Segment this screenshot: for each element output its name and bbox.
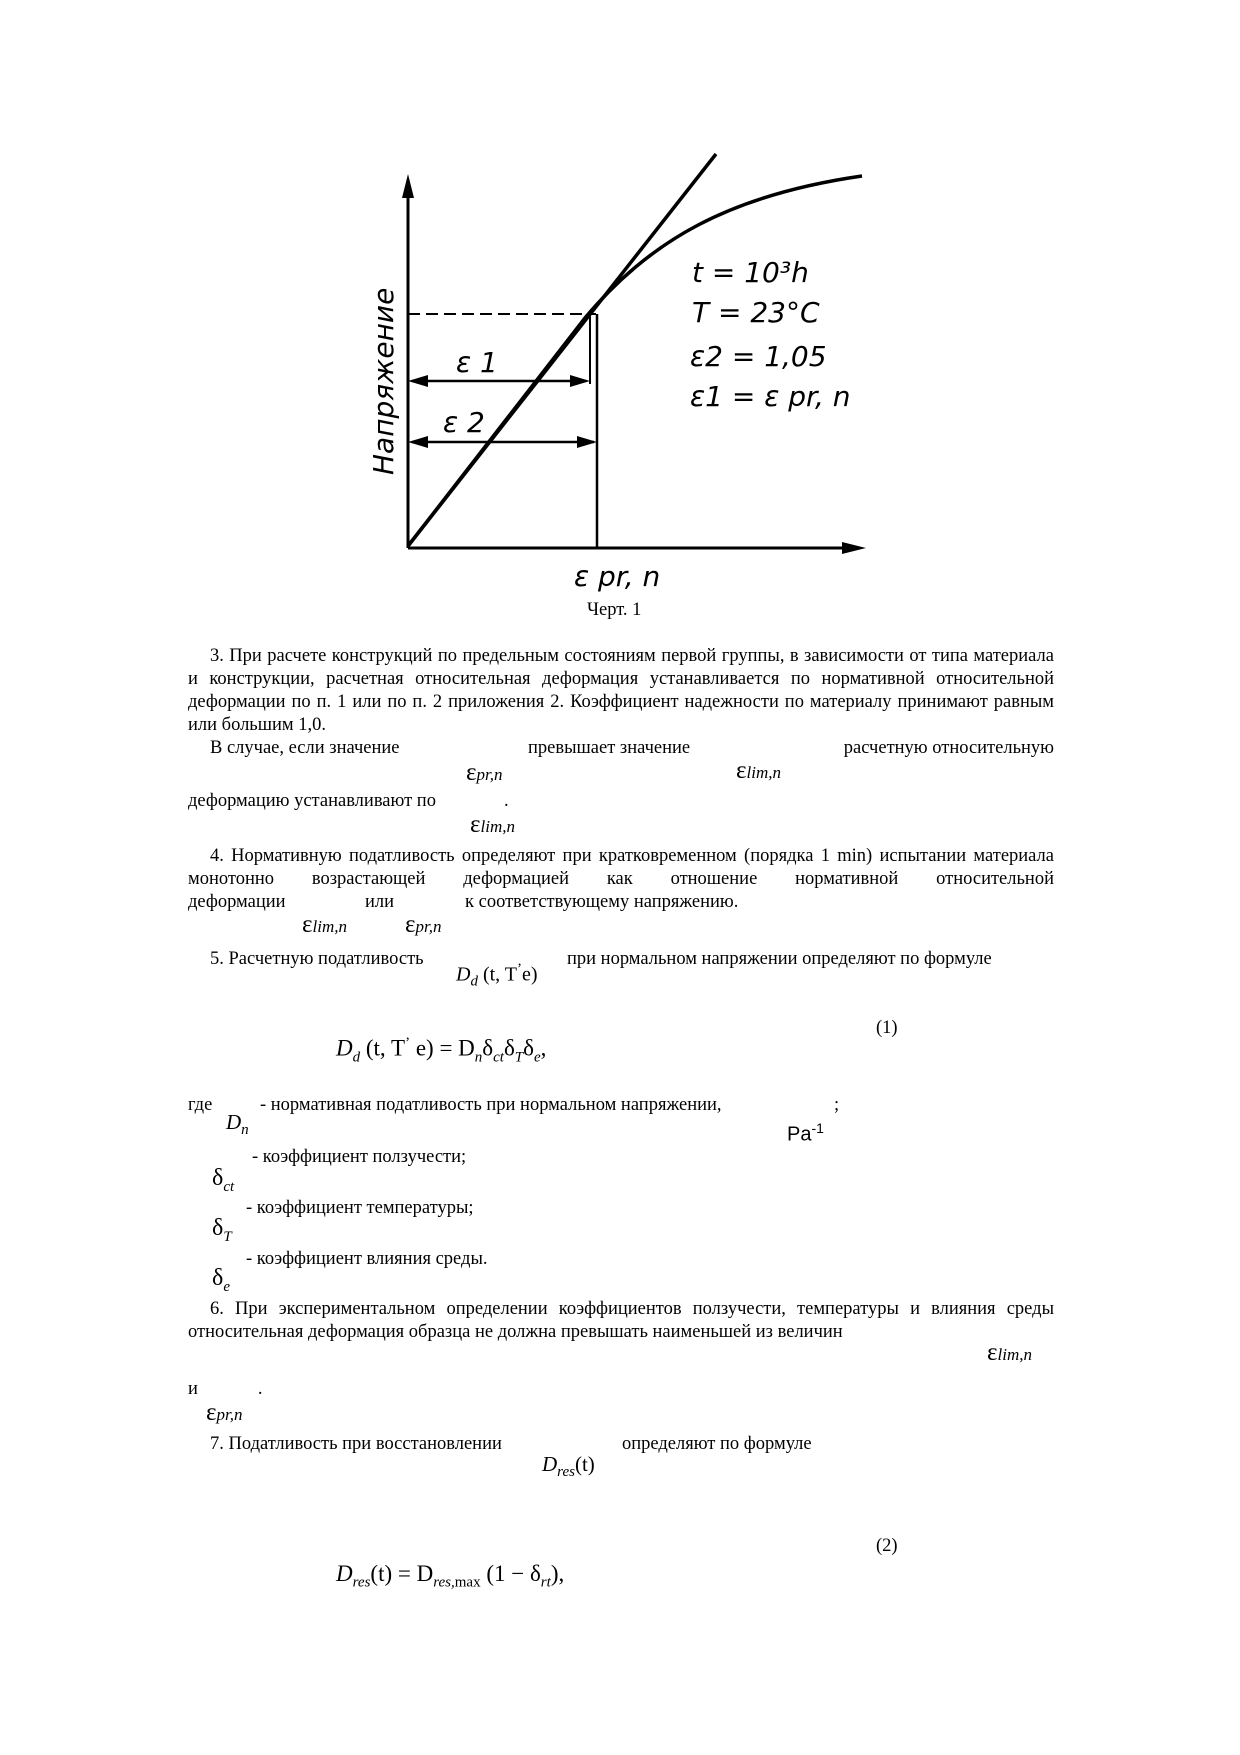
eps-limn-symbol: εlim,n (736, 757, 781, 784)
equation-1-number: (1) (876, 1018, 898, 1038)
legend-eps1: ε1 = ε pr, n (690, 380, 851, 413)
equation-2-number: (2) (876, 1536, 898, 1556)
def-dn-text: - нормативная податливость при нормальном напряжении, (260, 1095, 722, 1115)
where-word: где (188, 1095, 213, 1115)
eps1-arrow-right (570, 375, 590, 387)
paragraph-5: 5. Расчетную податливость при нормальном напряжении определяют по формуле (210, 949, 992, 969)
def-ct-text: - коэффициент ползучести; (252, 1147, 467, 1167)
eps-prn-symbol-2: εpr,n (405, 911, 442, 938)
def-e-text: - коэффициент влияния среды. (246, 1249, 488, 1269)
y-axis-arrow (402, 174, 414, 198)
paragraph-4: 4. Нормативную податливость определяют при кратковременном (порядка 1 min) испытании материала монотонно возрастающей деформацией как отношение нормативной относительной (188, 846, 1054, 889)
equation-2: $D_{res}(t) = D_{res,max}$ $(1 - \delta_{rt})$, (336, 1561, 565, 1591)
def-dn-end: ; (834, 1095, 840, 1115)
eps-limn-symbol-4: εlim,n (987, 1339, 1032, 1366)
eps-limn-symbol-2: εlim,n (470, 811, 515, 838)
eps2-arrow-left (408, 436, 428, 448)
eps1-label: ε 1 (456, 346, 498, 379)
paragraph-6b: и . (188, 1379, 263, 1399)
unit-pa: $Pa^{-1}$ (787, 1120, 824, 1146)
eps-limn-symbol-3: εlim,n (302, 911, 347, 938)
x-axis-arrow (842, 542, 866, 554)
paragraph-6: 6. При экспериментальном определении коэффициентов ползучести, температуры и влияния среды относительная деформация образца не должна превышать наименьшей из величин (188, 1299, 1054, 1342)
delta-e-symbol: $\delta_e$ (212, 1265, 230, 1295)
equation-1: $D_d$ (t, T’ $e) = D_n\delta_{ct}\delta_T\delta_e$, (336, 1035, 547, 1066)
dn-symbol: $D_n$ (226, 1110, 249, 1139)
eps2-arrow-right (577, 436, 597, 448)
legend-time: t = 10³h (692, 256, 809, 289)
paragraph-3c: деформацию устанавливают по . (188, 791, 509, 811)
y-axis-label: Напряжение (367, 287, 400, 475)
eps2-label: ε 2 (443, 406, 485, 439)
eps-prn-symbol: εpr,n (466, 759, 503, 786)
delta-t-symbol: $\delta_T$ (212, 1215, 232, 1245)
paragraph-3b (188, 737, 1054, 760)
eps-prn-symbol-3: εpr,n (206, 1399, 243, 1426)
p3b-part3: расчетную относительную (843, 738, 1054, 758)
delta-ct-symbol: $\delta_{ct}$ (212, 1165, 235, 1195)
paragraph-4b: деформации или к соответствующему напряжению. (188, 892, 739, 912)
legend-temperature: T = 23°C (692, 296, 820, 329)
paragraph-7: 7. Податливость при восстановлении определяют по формуле (210, 1434, 812, 1454)
dd-symbol-inline: $D_d$ (t, T’e) (456, 961, 538, 990)
paragraph-3: 3. При расчете конструкций по предельным состояниям первой группы, в зависимости от типа материала и конструкции, расчетная относительная деформация устанавливается по нормативной относительной деформации по п. 1 или по п. 2 приложения 2. Коэффициент надежности по материалу принимают равным или большим 1,0. (188, 646, 1054, 735)
eps1-arrow-left (408, 375, 428, 387)
def-t-text: - коэффициент температуры; (246, 1198, 474, 1218)
legend-eps2: ε2 = 1,05 (690, 340, 827, 373)
p3b-part1: В случае, если значение (210, 738, 400, 758)
dres-symbol-inline: $D_{res}(t)$ (542, 1452, 595, 1481)
x-axis-label: ε pr, n (574, 560, 661, 593)
stress-strain-figure (300, 150, 880, 600)
p3b-part2: превышает значение (528, 738, 691, 758)
figure-caption: Черт. 1 (587, 600, 642, 620)
